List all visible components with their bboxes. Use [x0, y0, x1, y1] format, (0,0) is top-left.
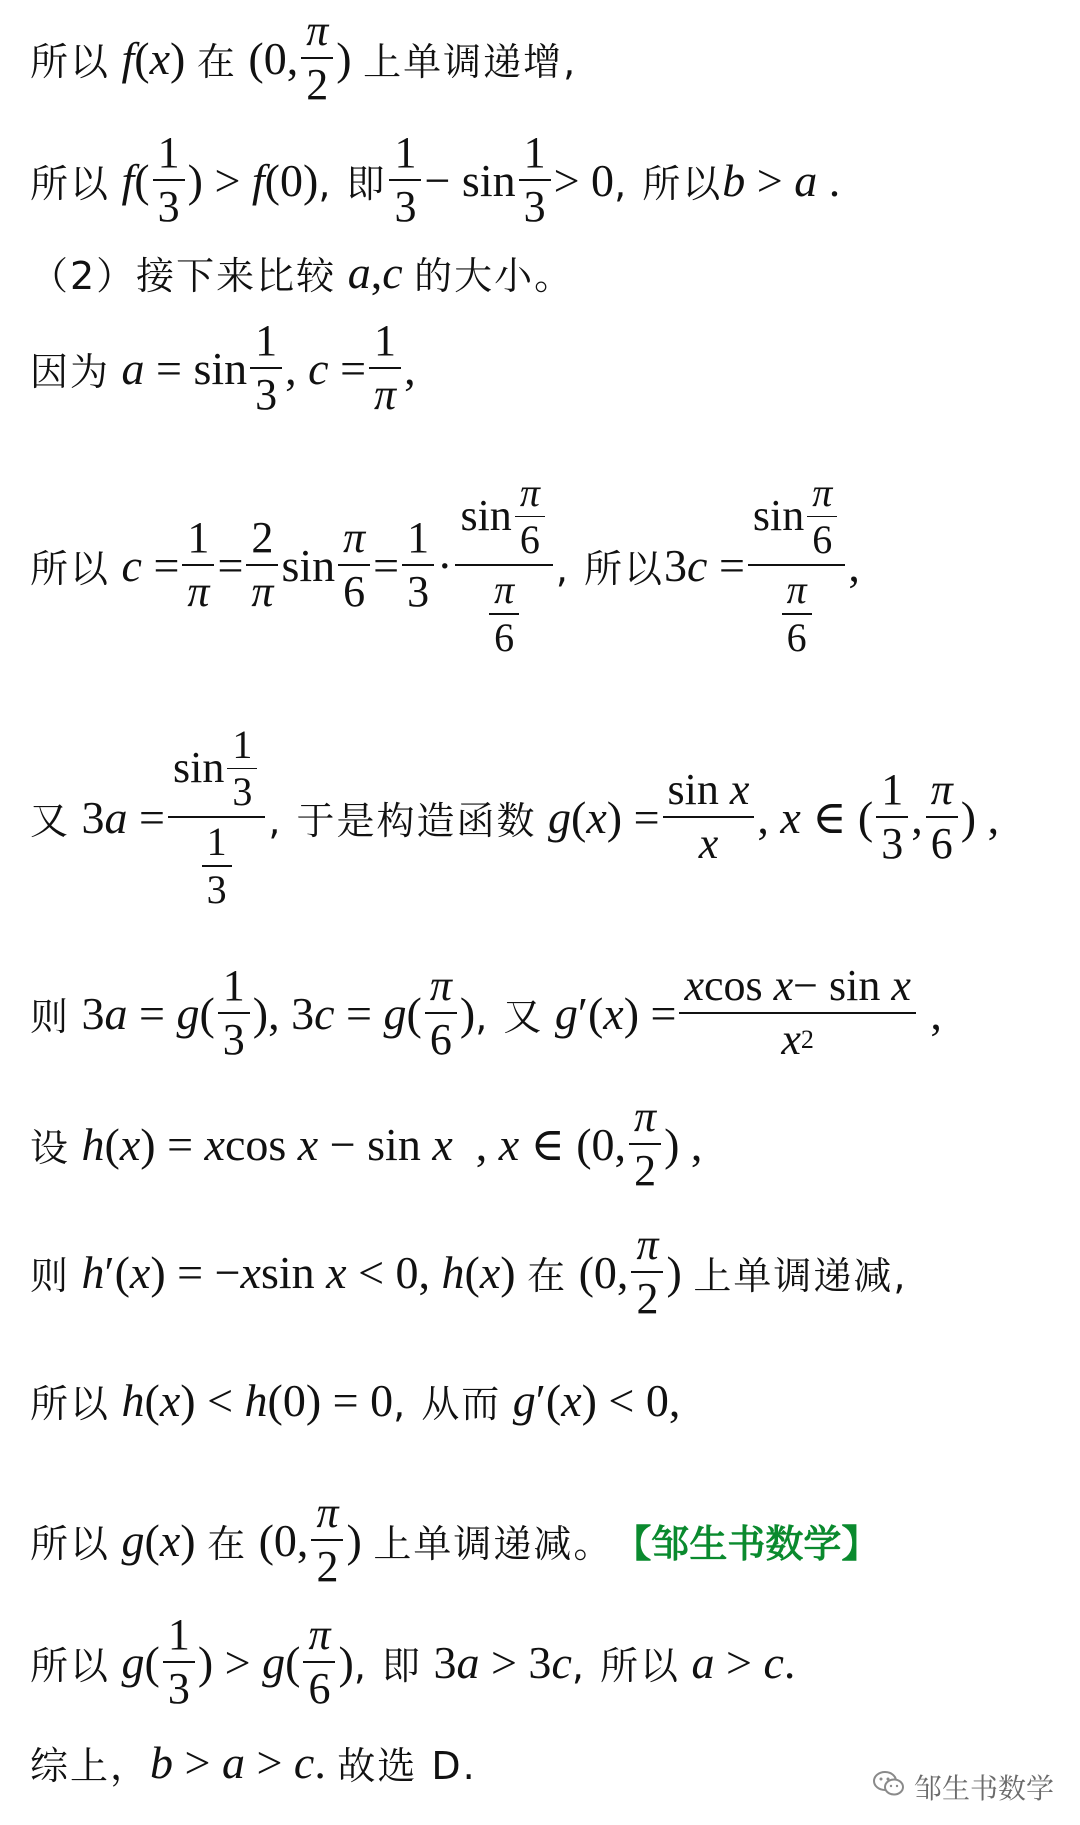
text: 的大小。 [414, 253, 575, 298]
math: f( [121, 154, 150, 206]
math: a = sin [121, 342, 248, 394]
math: g( [121, 1636, 160, 1688]
text: 所以 [30, 161, 111, 206]
text: 所以 [30, 1381, 111, 1426]
line-10 [30, 1370, 1060, 1430]
math: (0, [236, 32, 299, 84]
math: ), 3c = g( [252, 987, 422, 1039]
line-4 [30, 318, 1060, 418]
fraction: $\frac{\pi}{6}$ [303, 1613, 335, 1711]
fraction: $\frac{1}{3}$ [519, 131, 551, 229]
text: , 即 [318, 161, 387, 206]
fraction: $\frac{\pi}{2}$ [311, 1491, 343, 1589]
math: ) , [960, 791, 1000, 843]
text: , 所以 [555, 546, 665, 591]
math: g(x) [121, 1514, 208, 1566]
line-7 [30, 958, 1060, 1068]
math: 3c = [664, 539, 745, 591]
fraction: $\frac{\pi}{2}$ [301, 9, 333, 107]
fraction: $\frac{\pi}{6}$ [807, 473, 837, 561]
math: · [437, 539, 453, 591]
math: − sin [424, 154, 516, 206]
math: , [404, 342, 416, 394]
fraction: $\frac{\pi}{2}$ [629, 1095, 661, 1193]
wechat-icon [872, 1769, 914, 1806]
math: , [848, 539, 860, 591]
math: , x ∈ ( [757, 792, 874, 843]
fraction: $\frac{\pi}{6}$ [425, 964, 457, 1062]
math: , [911, 791, 923, 843]
math: , [918, 987, 942, 1039]
math: ) > f(0) [187, 154, 319, 206]
fraction: $\frac{1}{3}$ [389, 131, 421, 229]
text: 因为 [30, 349, 111, 394]
text: 所以 [30, 1521, 111, 1566]
fraction: sin x x [663, 768, 755, 866]
fraction: x cos x − sin x x 2 [679, 964, 915, 1062]
fraction: $\frac{1}{\pi}$ [369, 319, 401, 417]
fraction: $\frac{\pi}{2}$ [631, 1223, 663, 1321]
math: ) [338, 1636, 354, 1688]
fraction: $\frac{2}{\pi}$ [246, 516, 278, 614]
math: ) [666, 1246, 694, 1298]
math: g′(x) = [554, 987, 677, 1039]
text: 又 [30, 798, 71, 843]
line-11 [30, 1490, 1060, 1590]
math: sin [281, 539, 336, 591]
math: , c = [285, 342, 367, 394]
text: , 于是构造函数 [268, 798, 537, 843]
line-8 [30, 1094, 1060, 1194]
text: 上单调递减, [693, 1253, 908, 1298]
math: > 0 [553, 154, 615, 206]
text: 所以 [30, 39, 111, 84]
fraction: $\frac{1}{3}$ [876, 768, 908, 866]
fraction: $\frac{1}{3}$ [202, 822, 232, 910]
text: , 即 [353, 1643, 422, 1688]
fraction: $\frac{1}{3}$ [402, 516, 434, 614]
brand-tag: 【邹生书数学】 [613, 1521, 880, 1566]
text: 设 [30, 1125, 71, 1170]
text: 故选 D. [337, 1743, 477, 1788]
text: , 所以 [571, 1643, 681, 1688]
line-12 [30, 1612, 1060, 1712]
watermark-text: 邹生书数学 [913, 1772, 1054, 1805]
math: = [373, 539, 400, 591]
text: （2）接下来比较 [30, 253, 337, 298]
fraction: $\frac{1}{\pi}$ [182, 516, 214, 614]
math: ) [336, 32, 364, 84]
text: 所以 [30, 1643, 111, 1688]
math: a,c [347, 246, 403, 298]
text: 综上， [30, 1743, 151, 1788]
math: 3a = [70, 791, 165, 843]
text: 所以 [30, 546, 111, 591]
text: 在 [196, 39, 237, 84]
text: 上单调递减。 [373, 1521, 614, 1566]
fraction: $\frac{1}{3}$ [153, 131, 185, 229]
fraction: $\frac{\pi}{6}$ [515, 473, 545, 561]
math: ) [459, 987, 476, 1039]
fraction: sin $\frac{\pi}{6}$ $\frac{\pi}{6}$ [455, 473, 552, 658]
math: b > a . [722, 154, 841, 206]
text: 则 [30, 1253, 71, 1298]
text: 则 [30, 994, 71, 1039]
fraction: $\frac{\pi}{6}$ [489, 570, 519, 658]
math: b > a > c. [150, 1736, 338, 1788]
math: h(x) = xcos x − sin x , x ∈ (0, [81, 1119, 627, 1170]
line-3 [30, 244, 1060, 300]
text: 在 [207, 1521, 248, 1566]
fraction: $\frac{1}{3}$ [227, 725, 257, 813]
math: = [217, 539, 244, 591]
fraction: sin $\frac{\pi}{6}$ $\frac{\pi}{6}$ [748, 473, 845, 658]
fraction: $\frac{1}{3}$ [250, 319, 282, 417]
line-2 [30, 130, 1060, 230]
fraction: $\frac{\pi}{6}$ [782, 570, 812, 658]
fraction: $\frac{\pi}{6}$ [338, 516, 370, 614]
math: ) > g( [197, 1636, 301, 1688]
text: 在 [527, 1253, 568, 1298]
fraction: $\frac{1}{3}$ [218, 964, 250, 1062]
math: h′(x) = −xsin x < 0, h(x) [81, 1246, 528, 1298]
math: (0, [567, 1246, 629, 1298]
math: g′(x) < 0, [512, 1374, 681, 1426]
math: c = [121, 539, 180, 591]
math: f(x) [121, 32, 197, 84]
fraction: $\frac{1}{3}$ [163, 1613, 195, 1711]
line-6 [30, 712, 1060, 922]
fraction: sin $\frac{1}{3}$ $\frac{1}{3}$ [168, 725, 265, 910]
text: 上单调递增, [363, 39, 578, 84]
math: g(x) = [548, 791, 660, 843]
math: 3a = g( [70, 987, 215, 1039]
text: , 所以 [614, 161, 723, 206]
math: (0, [247, 1514, 309, 1566]
text: , 又 [475, 994, 544, 1039]
text: , 从而 [393, 1381, 502, 1426]
line-9 [30, 1222, 1060, 1322]
math: a > c. [691, 1636, 796, 1688]
math: h(x) < h(0) = 0 [121, 1374, 394, 1426]
math: ) [346, 1514, 374, 1566]
fraction: $\frac{\pi}{6}$ [926, 768, 958, 866]
math: 3a > 3c [421, 1636, 572, 1688]
line-1 [30, 8, 1060, 108]
watermark [872, 1767, 1054, 1807]
line-5 [30, 460, 1060, 670]
math: ) , [664, 1118, 703, 1170]
